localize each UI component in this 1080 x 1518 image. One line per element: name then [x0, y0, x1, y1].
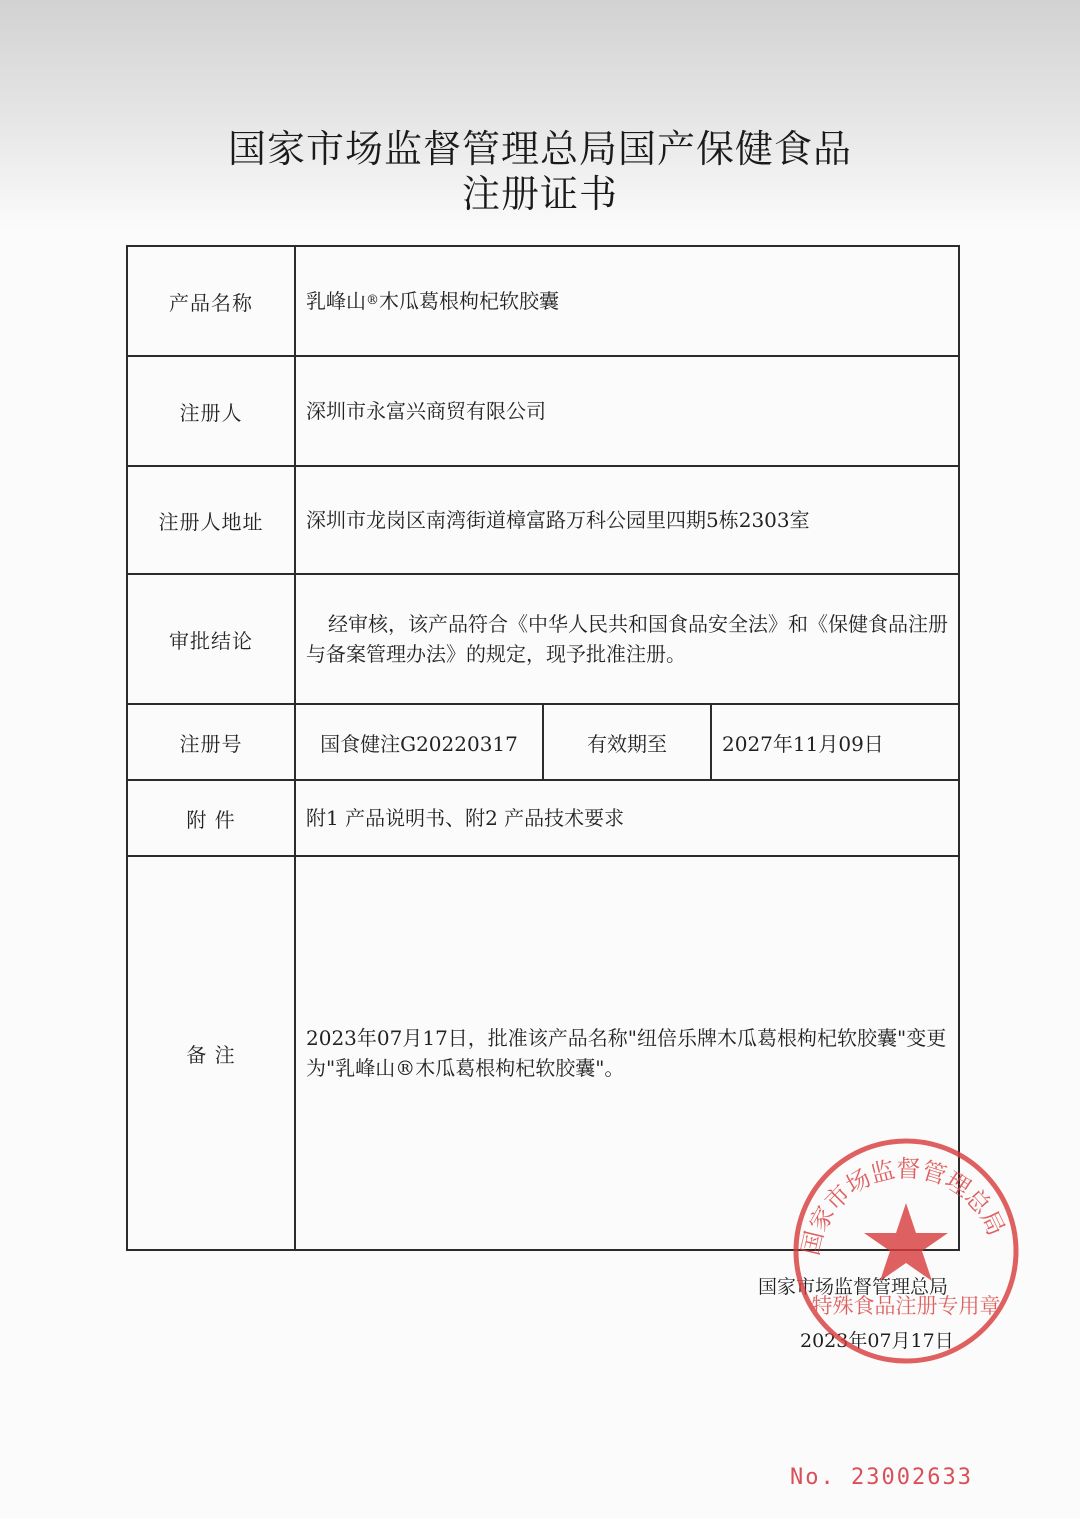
- registered-mark: ®: [366, 293, 379, 308]
- attachment-value: 附1 产品说明书、附2 产品技术要求: [306, 806, 625, 830]
- remarks-value: 2023年07月17日，批准该产品名称"纽倍乐牌木瓜葛根枸杞软胶囊"变更为"乳峰山®木瓜葛根枸杞软胶囊"。: [306, 1026, 947, 1080]
- remarks-label: 备 注: [128, 857, 296, 1249]
- valid-label: 有效期至: [544, 705, 712, 779]
- registrant-label: 注册人: [128, 357, 296, 465]
- product-name-suffix: 木瓜葛根枸杞软胶囊: [379, 289, 559, 313]
- address-label: 注册人地址: [128, 467, 296, 573]
- approval-label: 审批结论: [128, 575, 296, 703]
- official-seal: [790, 1135, 1022, 1367]
- registrant-value: 深圳市永富兴商贸有限公司: [306, 399, 546, 423]
- attachment-label: 附 件: [128, 781, 296, 855]
- row-attachment: [128, 781, 958, 857]
- issuer-name: 国家市场监督管理总局: [758, 1276, 949, 1298]
- reg-no-value: 国食健注G20220317: [296, 705, 544, 779]
- approval-value: 经审核，该产品符合《中华人民共和国食品安全法》和《保健食品注册与备案管理办法》的规定，现予批准注册。: [306, 612, 948, 666]
- reg-no-label: 注册号: [128, 705, 296, 779]
- serial-number: No. 23002633: [790, 1465, 973, 1490]
- certificate-title-line1: 国家市场监督管理总局国产保健食品: [227, 127, 852, 171]
- seal-subtext: 特殊食品注册专用章: [811, 1294, 1001, 1318]
- seal-star: [864, 1203, 948, 1281]
- valid-until-value: 2027年11月09日: [722, 731, 884, 756]
- address-value: 深圳市龙岗区南湾街道樟富路万科公园里四期5栋2303室: [306, 508, 810, 532]
- row-registrant: [128, 357, 958, 467]
- row-registration-number: [128, 705, 958, 781]
- product-name-value: [296, 247, 958, 355]
- certificate-title-line2: 注册证书: [461, 172, 618, 216]
- row-address: [128, 467, 958, 575]
- product-name-label: 产品名称: [128, 247, 296, 355]
- row-approval: [128, 575, 958, 705]
- issue-date: 2023年07月17日: [800, 1330, 954, 1352]
- row-product-name: [128, 247, 958, 357]
- product-name-prefix: 乳峰山: [306, 289, 366, 313]
- seal-arc-text: 国家市场监督管理总局: [796, 1154, 1011, 1259]
- certificate-table: [126, 245, 960, 1251]
